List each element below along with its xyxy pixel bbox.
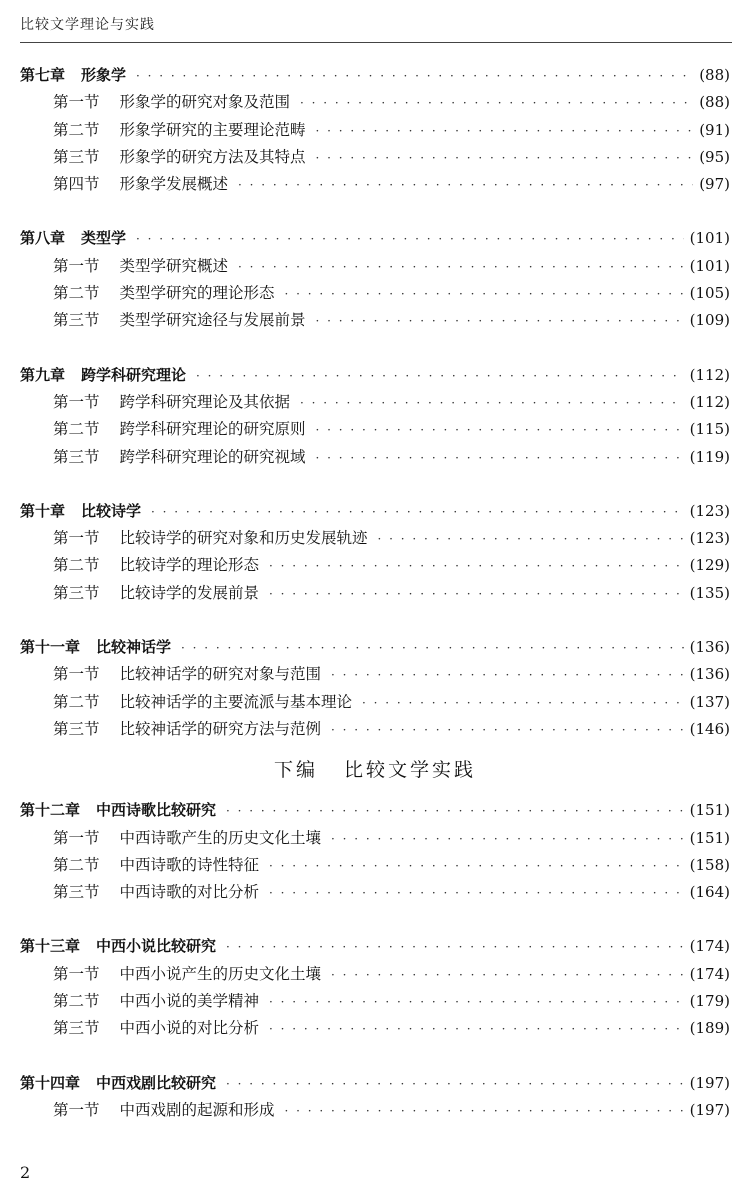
header-rule <box>20 42 732 43</box>
entry-title: 类型学研究概述 <box>119 256 229 275</box>
toc-chapter-block <box>20 498 730 607</box>
entry-title: 比较神话学的研究对象与范围 <box>119 665 322 684</box>
dot-leader <box>238 172 693 199</box>
toc-upper-part <box>20 62 730 743</box>
entry-page-number: (129) <box>689 556 730 575</box>
dot-leader <box>269 880 684 907</box>
toc-section-entry <box>20 661 730 688</box>
dot-leader <box>226 1071 684 1098</box>
entry-page-number: (146) <box>689 719 730 738</box>
entry-title: 中西诗歌比较研究 <box>96 801 217 820</box>
entry-page-number: (119) <box>689 447 730 466</box>
toc-chapter-entry <box>20 225 730 252</box>
entry-title: 中西小说产生的历史文化土壤 <box>119 964 322 983</box>
toc-section-entry <box>20 1097 730 1124</box>
entry-page-number: (197) <box>689 1073 730 1092</box>
toc-chapter-entry <box>20 1070 730 1097</box>
dot-leader <box>226 934 684 961</box>
dot-leader <box>316 145 694 172</box>
entry-number: 第一节 <box>53 529 100 548</box>
entry-number: 第十二章 <box>20 801 81 820</box>
entry-title: 形象学发展概述 <box>119 175 229 194</box>
entry-page-number: (136) <box>689 638 730 657</box>
entry-page-number: (97) <box>699 175 730 194</box>
toc-chapter-entry <box>20 362 730 389</box>
dot-leader <box>151 499 684 526</box>
entry-number: 第二节 <box>53 992 100 1011</box>
entry-title: 中西戏剧比较研究 <box>96 1073 217 1092</box>
dot-leader <box>238 254 684 281</box>
dot-leader <box>136 226 684 253</box>
toc-chapter-entry <box>20 933 730 960</box>
toc-section-entry <box>20 117 730 144</box>
part-heading <box>20 755 730 785</box>
entry-number: 第十三章 <box>20 937 81 956</box>
toc-section-entry <box>20 171 730 198</box>
toc-chapter-block <box>20 1070 730 1125</box>
entry-number: 第一节 <box>53 665 100 684</box>
entry-number: 第二节 <box>53 120 100 139</box>
entry-number: 第三节 <box>53 719 100 738</box>
table-of-contents <box>20 62 730 1151</box>
dot-leader <box>331 717 684 744</box>
entry-number: 第一节 <box>53 828 100 847</box>
toc-chapter-block <box>20 225 730 334</box>
entry-title: 类型学研究的理论形态 <box>119 284 275 303</box>
entry-number: 第三节 <box>53 311 100 330</box>
entry-title: 形象学的研究方法及其特点 <box>119 147 306 166</box>
entry-title: 跨学科研究理论的研究原则 <box>119 420 306 439</box>
entry-number: 第二节 <box>53 556 100 575</box>
dot-leader <box>300 390 684 417</box>
entry-number: 第一节 <box>53 1100 100 1119</box>
dot-leader <box>196 363 684 390</box>
entry-page-number: (158) <box>689 855 730 874</box>
entry-page-number: (174) <box>689 964 730 983</box>
entry-title: 比较诗学的发展前景 <box>119 583 260 602</box>
entry-title: 形象学的研究对象及范围 <box>119 93 291 112</box>
entry-page-number: (135) <box>689 583 730 602</box>
toc-lower-part <box>20 797 730 1124</box>
entry-number: 第十一章 <box>20 638 81 657</box>
toc-section-entry <box>20 280 730 307</box>
dot-leader <box>136 63 693 90</box>
part-label: 下编 <box>273 759 318 782</box>
toc-chapter-entry <box>20 62 730 89</box>
toc-section-entry <box>20 689 730 716</box>
entry-page-number: (101) <box>689 229 730 248</box>
entry-title: 跨学科研究理论的研究视域 <box>119 447 306 466</box>
dot-leader <box>269 989 684 1016</box>
dot-leader <box>331 662 684 689</box>
entry-page-number: (115) <box>689 420 730 439</box>
entry-number: 第三节 <box>53 1019 100 1038</box>
entry-title: 类型学 <box>81 229 127 248</box>
entry-number: 第七章 <box>20 66 66 84</box>
entry-number: 第十章 <box>20 501 66 520</box>
entry-page-number: (88) <box>699 66 730 84</box>
toc-section-entry <box>20 552 730 579</box>
dot-leader <box>226 798 684 825</box>
entry-page-number: (95) <box>699 147 730 166</box>
dot-leader <box>181 635 684 662</box>
entry-title: 中西戏剧的起源和形成 <box>119 1100 275 1119</box>
toc-chapter-block <box>20 634 730 743</box>
entry-page-number: (112) <box>689 365 730 384</box>
entry-title: 中西小说的对比分析 <box>119 1019 260 1038</box>
toc-chapter-block <box>20 362 730 471</box>
entry-page-number: (197) <box>689 1100 730 1119</box>
toc-chapter-block <box>20 933 730 1042</box>
toc-section-entry <box>20 144 730 171</box>
dot-leader <box>316 308 684 335</box>
dot-leader <box>331 962 684 989</box>
entry-page-number: (101) <box>689 256 730 275</box>
entry-number: 第三节 <box>53 583 100 602</box>
entry-page-number: (137) <box>689 692 730 711</box>
entry-title: 比较神话学 <box>96 638 172 657</box>
entry-title: 中西小说的美学精神 <box>119 992 260 1011</box>
dot-leader <box>316 118 694 145</box>
part-title: 比较文学实践 <box>344 759 477 782</box>
entry-number: 第二节 <box>53 420 100 439</box>
toc-section-entry <box>20 253 730 280</box>
entry-page-number: (136) <box>689 665 730 684</box>
toc-section-entry <box>20 389 730 416</box>
entry-title: 中西小说比较研究 <box>96 937 217 956</box>
entry-page-number: (123) <box>689 529 730 548</box>
dot-leader <box>285 281 684 308</box>
entry-title: 比较神话学的研究方法与范例 <box>119 719 322 738</box>
dot-leader <box>269 553 684 580</box>
entry-title: 类型学研究途径与发展前景 <box>119 311 306 330</box>
entry-page-number: (179) <box>689 992 730 1011</box>
toc-section-entry <box>20 525 730 552</box>
entry-title: 比较诗学 <box>81 501 142 520</box>
toc-section-entry <box>20 89 730 116</box>
entry-page-number: (189) <box>689 1019 730 1038</box>
toc-section-entry <box>20 416 730 443</box>
entry-number: 第四节 <box>53 175 100 194</box>
entry-number: 第一节 <box>53 964 100 983</box>
toc-chapter-block <box>20 797 730 906</box>
toc-chapter-entry <box>20 797 730 824</box>
toc-section-entry <box>20 879 730 906</box>
entry-number: 第三节 <box>53 447 100 466</box>
entry-number: 第九章 <box>20 365 66 384</box>
dot-leader <box>300 90 693 117</box>
page-number: 2 <box>20 1163 31 1182</box>
running-header: 比较文学理论与实践 <box>20 17 155 33</box>
entry-page-number: (174) <box>689 937 730 956</box>
entry-title: 比较诗学的研究对象和历史发展轨迹 <box>119 529 368 548</box>
toc-section-entry <box>20 852 730 879</box>
entry-page-number: (164) <box>689 883 730 902</box>
entry-number: 第一节 <box>53 256 100 275</box>
entry-page-number: (151) <box>689 801 730 820</box>
entry-title: 形象学研究的主要理论范畴 <box>119 120 306 139</box>
entry-number: 第十四章 <box>20 1073 81 1092</box>
entry-title: 中西诗歌的对比分析 <box>119 883 260 902</box>
dot-leader <box>316 445 684 472</box>
entry-page-number: (123) <box>689 501 730 520</box>
entry-title: 中西诗歌的诗性特征 <box>119 855 260 874</box>
dot-leader <box>269 853 684 880</box>
entry-number: 第二节 <box>53 855 100 874</box>
entry-number: 第三节 <box>53 883 100 902</box>
entry-page-number: (112) <box>689 392 730 411</box>
entry-page-number: (105) <box>689 284 730 303</box>
entry-title: 形象学 <box>81 66 127 84</box>
entry-title: 中西诗歌产生的历史文化土壤 <box>119 828 322 847</box>
entry-page-number: (91) <box>699 120 730 139</box>
toc-chapter-block <box>20 62 730 198</box>
dot-leader <box>285 1098 684 1125</box>
dot-leader <box>362 690 684 717</box>
dot-leader <box>378 526 684 553</box>
toc-section-entry <box>20 716 730 743</box>
entry-number: 第一节 <box>53 93 100 112</box>
entry-title: 跨学科研究理论及其依据 <box>119 392 291 411</box>
entry-number: 第八章 <box>20 229 66 248</box>
entry-number: 第二节 <box>53 284 100 303</box>
toc-chapter-entry <box>20 634 730 661</box>
entry-page-number: (88) <box>699 93 730 112</box>
entry-title: 跨学科研究理论 <box>81 365 187 384</box>
toc-section-entry <box>20 1015 730 1042</box>
dot-leader <box>316 417 684 444</box>
toc-section-entry <box>20 825 730 852</box>
entry-page-number: (151) <box>689 828 730 847</box>
entry-title: 比较诗学的理论形态 <box>119 556 260 575</box>
entry-number: 第二节 <box>53 692 100 711</box>
entry-page-number: (109) <box>689 311 730 330</box>
entry-number: 第一节 <box>53 392 100 411</box>
toc-section-entry <box>20 444 730 471</box>
dot-leader <box>331 826 684 853</box>
toc-section-entry <box>20 961 730 988</box>
entry-number: 第三节 <box>53 147 100 166</box>
toc-section-entry <box>20 307 730 334</box>
entry-title: 比较神话学的主要流派与基本理论 <box>119 692 353 711</box>
toc-section-entry <box>20 580 730 607</box>
toc-section-entry <box>20 988 730 1015</box>
dot-leader <box>269 1016 684 1043</box>
dot-leader <box>269 581 684 608</box>
toc-chapter-entry <box>20 498 730 525</box>
